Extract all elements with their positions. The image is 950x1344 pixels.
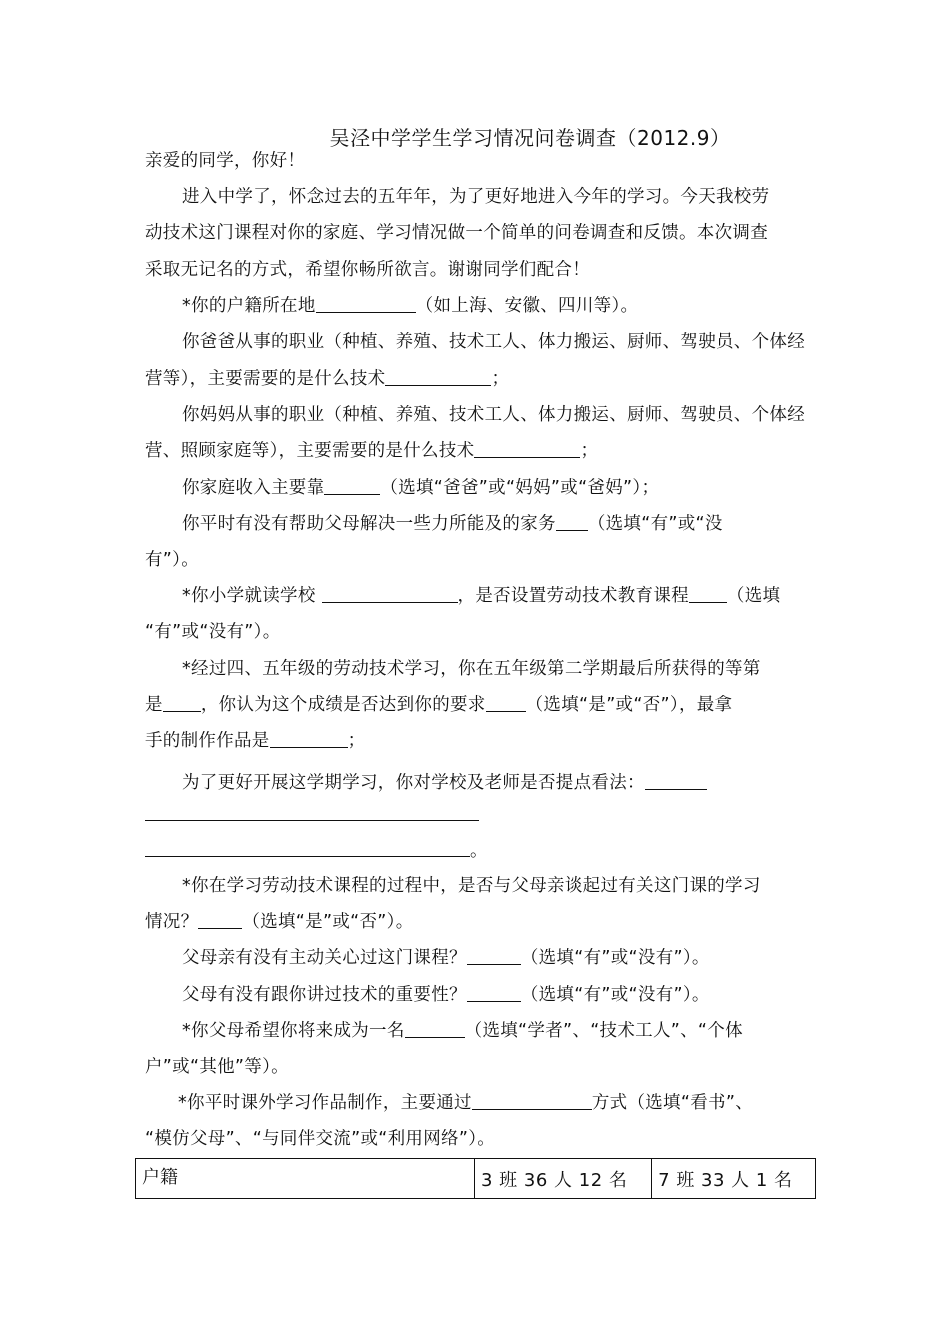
blank-chores[interactable] bbox=[556, 512, 588, 531]
question-school-line-1 bbox=[182, 583, 815, 609]
question-method-hint: 方式（选填“看书”、 bbox=[591, 1093, 753, 1113]
intro-line-2: 动技术这门课程对你的家庭、学习情况做一个简单的问卷调查和反馈。本次调查 bbox=[145, 223, 768, 243]
question-care bbox=[182, 945, 815, 971]
question-grade-hint: （选填“是”或“否”），最拿 bbox=[525, 695, 733, 715]
table-row bbox=[136, 1159, 816, 1199]
question-income bbox=[182, 475, 815, 501]
question-father-line-2 bbox=[145, 366, 815, 392]
question-school-text: *你小学就读学校 bbox=[182, 586, 322, 606]
blank-suggest-line-2[interactable] bbox=[145, 820, 479, 821]
question-importance bbox=[182, 982, 815, 1008]
table-cell-class-7: 7 班 33 人 1 名 bbox=[652, 1159, 816, 1199]
table-cell-hukou: 户籍 bbox=[136, 1159, 475, 1199]
question-talk-text: 情况？ bbox=[145, 912, 199, 932]
blank-father-skill[interactable] bbox=[385, 367, 491, 386]
question-chores-line-1 bbox=[182, 511, 815, 537]
question-hukou-hint: （如上海、安徽、四川等）。 bbox=[415, 296, 639, 316]
question-income-hint: （选填“爸爸”或“妈妈”或“爸妈”）； bbox=[380, 478, 660, 498]
blank-hukou[interactable] bbox=[316, 294, 416, 313]
question-talk-line-1: *你在学习劳动技术课程的过程中，是否与父母亲谈起过有关这门课的学习 bbox=[182, 876, 761, 896]
blank-income[interactable] bbox=[324, 476, 380, 495]
blank-grade[interactable] bbox=[163, 693, 201, 712]
question-grade-work: 手的制作作品是 bbox=[145, 731, 270, 751]
blank-care[interactable] bbox=[467, 946, 521, 965]
question-income-text: 你家庭收入主要靠 bbox=[182, 478, 325, 498]
question-suggest-end: 。 bbox=[470, 841, 488, 861]
question-method-line-2: “模仿父母”、“与同伴交流”或“利用网络”）。 bbox=[145, 1129, 496, 1149]
blank-primary-school[interactable] bbox=[322, 584, 458, 603]
question-father-end: ； bbox=[491, 369, 510, 389]
question-future-hint: （选填“学者”、“技术工人”、“个体 bbox=[464, 1021, 743, 1041]
question-suggest-text: 为了更好开展这学期学习，你对学校及老师是否提点看法： bbox=[182, 773, 645, 793]
question-father-text: 营等），主要需要的是什么技术 bbox=[145, 369, 386, 389]
question-care-text: 父母亲有没有主动关心过这门课程？ bbox=[182, 948, 467, 968]
question-future-text: *你父母希望你将来成为一名 bbox=[182, 1021, 405, 1041]
blank-talk[interactable] bbox=[198, 910, 242, 929]
question-father-line-1: 你爸爸从事的职业（种植、养殖、技术工人、体力搬运、厨师、驾驶员、个体经 bbox=[182, 332, 805, 352]
blank-importance[interactable] bbox=[467, 983, 521, 1002]
question-grade-line-3 bbox=[145, 728, 815, 754]
question-importance-hint: （选填“有”或“没有”）。 bbox=[520, 985, 710, 1005]
question-school-line-2: “有”或“没有”）。 bbox=[145, 622, 281, 642]
question-talk-line-2 bbox=[145, 909, 815, 935]
question-chores-hint: （选填“有”或“没 bbox=[587, 514, 723, 534]
question-school-hint: （选填 bbox=[726, 586, 781, 606]
question-mother-line-1: 你妈妈从事的职业（种植、养殖、技术工人、体力搬运、厨师、驾驶员、个体经 bbox=[182, 405, 805, 425]
question-grade-satisfied: ，你认为这个成绩是否达到你的要求 bbox=[200, 695, 486, 715]
blank-grade-satisfied[interactable] bbox=[486, 693, 526, 712]
question-mother-line-2 bbox=[145, 438, 815, 464]
blank-school-course[interactable] bbox=[689, 584, 727, 603]
question-suggest-line-1 bbox=[182, 770, 815, 796]
question-future-line-1 bbox=[182, 1018, 815, 1044]
blank-future[interactable] bbox=[405, 1019, 465, 1038]
document-title: 吴泾中学学生学习情况问卷调查（2012.9） bbox=[329, 126, 731, 150]
blank-suggest-line-3[interactable] bbox=[145, 856, 470, 857]
question-grade-line-2 bbox=[145, 692, 815, 718]
question-importance-text: 父母有没有跟你讲过技术的重要性？ bbox=[182, 985, 467, 1005]
question-future-line-2: 户”或“其他”等）。 bbox=[145, 1057, 289, 1077]
question-mother-end: ； bbox=[580, 441, 599, 461]
table-cell-class-3: 3 班 36 人 12 名 bbox=[475, 1159, 652, 1199]
question-mother-text: 营、照顾家庭等），主要需要的是什么技术 bbox=[145, 441, 475, 461]
question-method-line-1 bbox=[178, 1090, 811, 1116]
blank-mother-skill[interactable] bbox=[474, 439, 580, 458]
blank-best-work[interactable] bbox=[270, 729, 348, 748]
question-hukou-text: *你的户籍所在地 bbox=[182, 296, 316, 316]
blank-suggest-start[interactable] bbox=[645, 771, 707, 790]
question-grade-line-1: *经过四、五年级的劳动技术学习，你在五年级第二学期最后所获得的等第 bbox=[182, 659, 761, 679]
question-hukou bbox=[182, 293, 815, 319]
question-talk-hint: （选填“是”或“否”）。 bbox=[242, 912, 414, 932]
blank-method[interactable] bbox=[472, 1091, 592, 1110]
intro-line-3: 采取无记名的方式，希望你畅所欲言。谢谢同学们配合！ bbox=[145, 260, 590, 280]
question-care-hint: （选填“有”或“没有”）。 bbox=[520, 948, 710, 968]
question-chores-text: 你平时有没有帮助父母解决一些力所能及的家务 bbox=[182, 514, 556, 534]
question-grade-end: ； bbox=[347, 731, 366, 751]
intro-line-1: 进入中学了，怀念过去的五年年，为了更好地进入今年的学习。今天我校劳 bbox=[182, 187, 770, 207]
summary-table bbox=[135, 1158, 816, 1199]
question-grade-text: 是 bbox=[145, 695, 163, 715]
question-method-text: *你平时课外学习作品制作，主要通过 bbox=[178, 1093, 472, 1113]
greeting: 亲爱的同学，你好！ bbox=[145, 151, 306, 171]
question-school-course: ，是否设置劳动技术教育课程 bbox=[457, 586, 689, 606]
question-chores-line-2: 有”）。 bbox=[145, 550, 200, 570]
